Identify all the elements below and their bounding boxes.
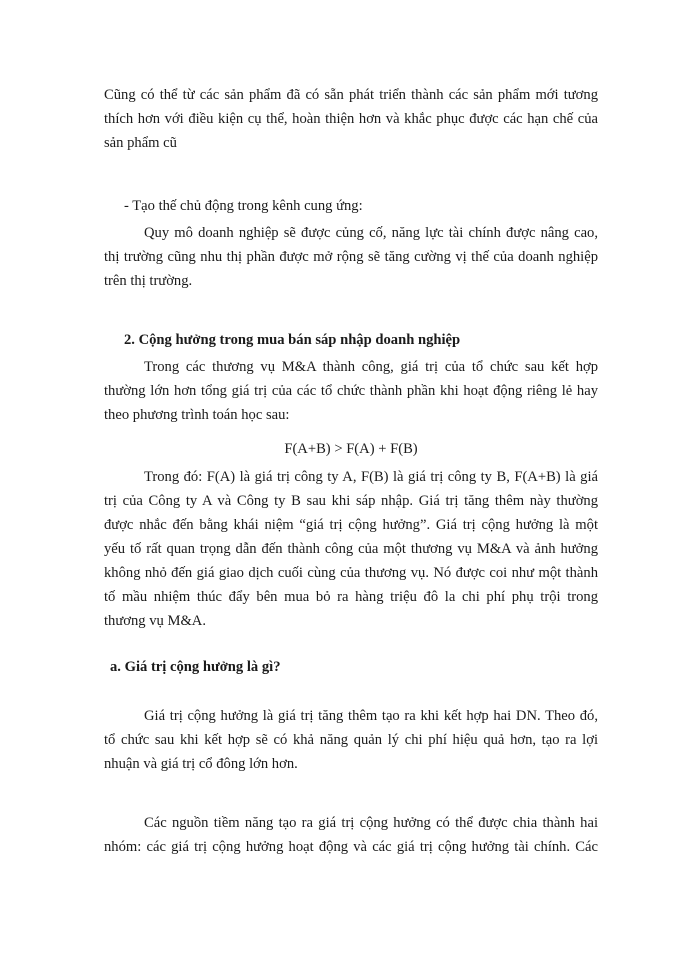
- subsection-heading: a. Giá trị cộng hưởng là gì?: [110, 659, 281, 675]
- paragraph-synergy-sources: [104, 811, 598, 859]
- bullet-line: - Tạo thế chủ động trong kênh cung ứng:: [124, 198, 363, 214]
- text-line: thị trường cũng nhu thị phần được mở rộng sẽ tăng cường vị thế của doanh nghiệp: [104, 249, 598, 265]
- text-line: thích hơn với điều kiện cụ thể, hoàn thiện hơn và khắc phục được các hạn chế của: [104, 111, 598, 127]
- text-line: Cũng có thể từ các sản phẩm đã có sẵn phát triển thành các sản phẩm mới tương: [104, 87, 598, 103]
- text-line: yếu tố rất quan trọng dẫn đến thành công của một thương vụ M&A và ảnh hưởng: [104, 541, 598, 557]
- section-heading: 2. Cộng hưởng trong mua bán sáp nhập doanh nghiệp: [124, 332, 461, 348]
- text-line: tố mầu nhiệm thúc đẩy bên mua bỏ ra hàng triệu đô la chi phí phụ trội trong: [104, 589, 598, 605]
- text-line: trên thị trường.: [104, 273, 193, 289]
- text-line: thường lớn hơn tổng giá trị của các tổ chức thành phần khi hoạt động riêng lẻ hay: [104, 383, 598, 399]
- paragraph-ma-deals: [104, 355, 598, 427]
- text-line: Trong các thương vụ M&A thành công, giá trị của tổ chức sau kết hợp: [144, 359, 598, 375]
- text-line: Trong đó: F(A) là giá trị công ty A, F(B) là giá trị công ty B, F(A+B) là giá: [144, 469, 598, 485]
- text-line: được nhắc đến bằng khái niệm “giá trị cộng hưởng”. Giá trị cộng hưởng là một: [104, 517, 598, 533]
- subsection-heading-what-is-synergy: [104, 655, 598, 679]
- paragraph-scale: [104, 221, 598, 293]
- text-line: tổ chức sau khi kết hợp sẽ có khả năng quản lý chi phí hiệu quả hơn, tạo ra lợi: [104, 732, 598, 748]
- bullet-supply-chain: [104, 194, 598, 218]
- text-line: theo phương trình toán học sau:: [104, 407, 290, 423]
- formula-block: [104, 437, 598, 461]
- paragraph-synergy-value: [104, 704, 598, 776]
- text-line: thương vụ M&A.: [104, 613, 206, 629]
- text-line: Các nguồn tiềm năng tạo ra giá trị cộng hưởng có thể được chia thành hai: [144, 815, 598, 831]
- text-line: không nhỏ đến giá giao dịch cuối cùng của thương vụ. Nó được coi như một thành: [104, 565, 598, 581]
- text-line: nhuận và giá trị cổ đông lớn hơn.: [104, 756, 298, 772]
- section-heading-synergy: [104, 328, 598, 352]
- formula: F(A+B) > F(A) + F(B): [284, 441, 418, 457]
- text-line: Giá trị cộng hưởng là giá trị tăng thêm tạo ra khi kết hợp hai DN. Theo đó,: [144, 708, 598, 724]
- text-line: trị của Công ty A và Công ty B sau khi sáp nhập. Giá trị tăng thêm này thường: [104, 493, 598, 509]
- text-line: Quy mô doanh nghiệp sẽ được củng cố, năng lực tài chính được nâng cao,: [144, 225, 598, 241]
- paragraph-definition: [104, 465, 598, 633]
- paragraph-product-development: [104, 83, 598, 155]
- text-line: nhóm: các giá trị cộng hưởng hoạt động và các giá trị cộng hưởng tài chính. Các: [104, 839, 598, 855]
- text-line: sản phẩm cũ: [104, 135, 177, 151]
